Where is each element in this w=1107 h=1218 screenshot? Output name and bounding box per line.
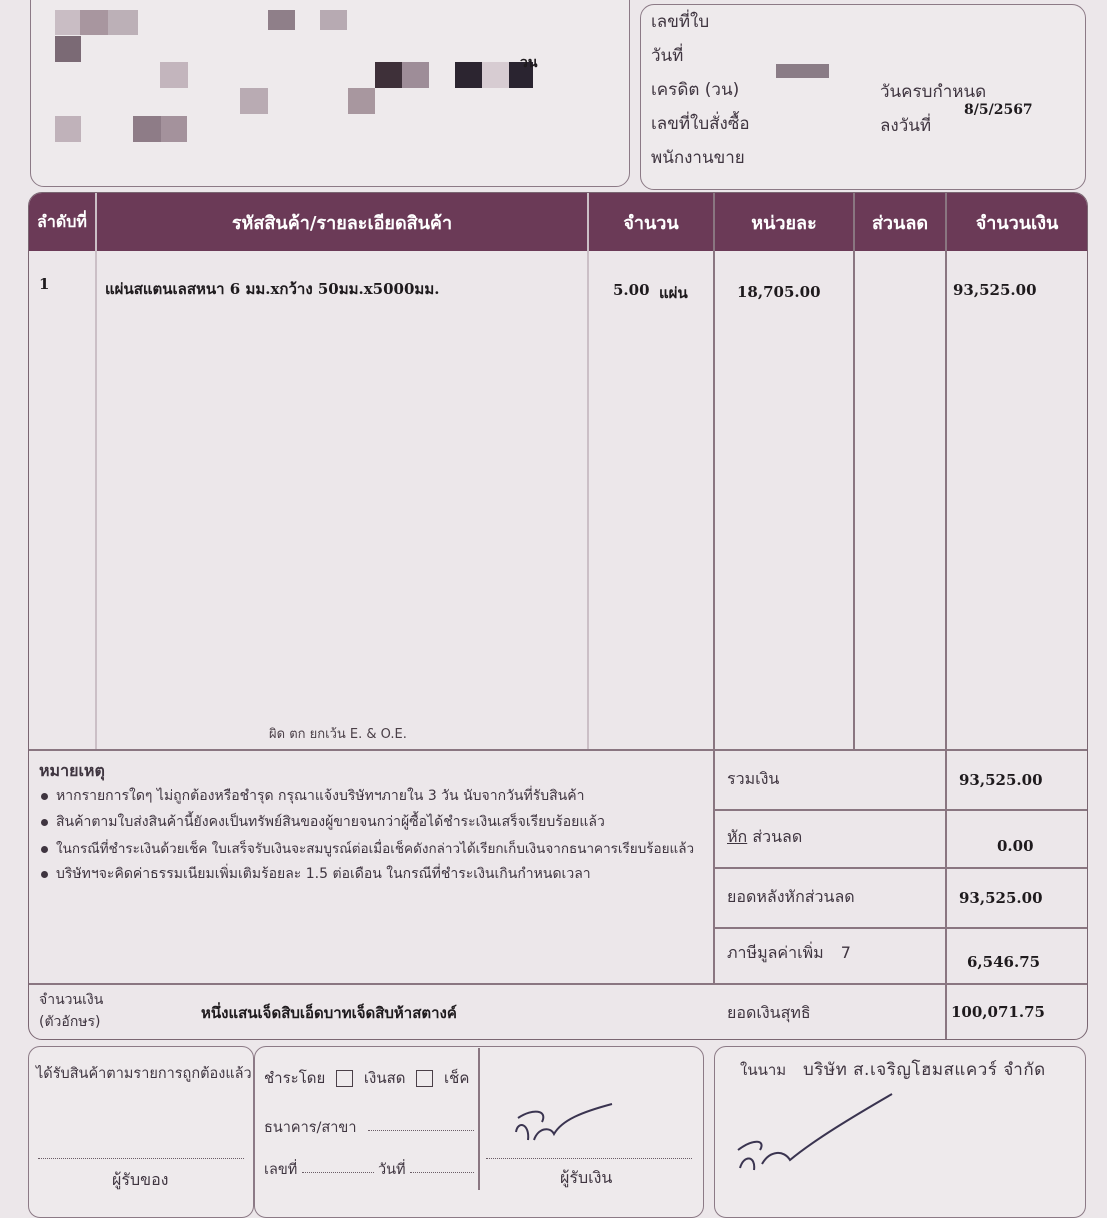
bank-branch-line [368,1130,474,1131]
amount-words-label [39,989,103,1033]
after-discount-value: 93,525.00 [959,889,1043,907]
row-unit: แผ่น [659,284,688,302]
col-divider [853,193,855,749]
vat-rate: 7 [840,943,851,962]
invoice-table [28,192,1088,1040]
notes-title: หมายเหตุ [39,761,105,780]
on-behalf-row [740,1056,1046,1083]
po-date-value: 8/5/2567 [964,102,1033,118]
vat-label [727,941,851,966]
amount-words-label-line2: (ตัวอักษร) [39,1014,101,1030]
bullet-icon [41,793,48,800]
net-total-label: ยอดเงินสุทธิ [727,1003,811,1022]
cash-label: เงินสด [363,1069,406,1087]
discount-value: 0.00 [997,837,1034,855]
bank-branch-label: ธนาคาร/สาขา [264,1120,357,1136]
col-divider [945,193,947,1039]
note-item: สินค้าตามใบส่งสินค้านี้ยังคงเป็นทรัพย์สินของผู้ขายจนกว่าผู้ซื้อได้ชำระเงินเสร็จเรียบร้อยแล้ว [41,811,605,833]
note-item: หากรายการใดๆ ไม่ถูกต้องหรือชำรุด กรุณาแจ้งบริษัทฯภายใน 3 วัน นับจากวันที่รับสินค้า [41,785,584,807]
note-item: ในกรณีที่ชำระเงินด้วยเช็ค ใบเสร็จรับเงินจะสมบูรณ์ต่อเมื่อเช็คดังกล่าวได้เรียกเก็บเงินจากธนาคารเรียบร้อยแล้ว [41,837,694,859]
amount-words-label-line1: จำนวนเงิน [39,992,104,1008]
bullet-icon [41,819,48,826]
row-divider [29,749,1087,751]
row-divider [29,983,1087,985]
col-header-amount: จำนวนเงิน [975,212,1059,234]
col-header-quantity: จำนวน [623,212,679,234]
on-behalf-label: ในนาม [740,1061,787,1079]
cheque-number-label: เลขที่ [264,1162,298,1178]
company-signature [734,1090,904,1174]
subtotal-value: 93,525.00 [959,771,1043,789]
pay-by-row [264,1066,469,1090]
col-header-no: ลำดับที่ [37,211,87,231]
col-divider [95,193,97,749]
pay-by-label: ชำระโดย [264,1069,326,1087]
redacted-credit [776,64,829,78]
doc-no-label: เลขที่ใบ [651,12,710,32]
salesperson-label: พนักงานขาย [651,148,745,168]
vat-label-text: ภาษีมูลค่าเพิ่ม [727,943,824,962]
col-divider [587,193,589,749]
note-item: บริษัทฯจะคิดค่าธรรมเนียมเพิ่มเติมร้อยละ 1.5 ต่อเดือน ในกรณีที่ชำระเงินเกินกำหนดเวลา [41,863,591,885]
row-unit-price: 18,705.00 [737,283,821,301]
collector-label: ผู้รับเงิน [560,1168,613,1187]
col-header-description: รหัสสินค้า/รายละเอียดสินค้า [231,212,453,234]
company-name: บริษัท ส.เจริญโฮมสแควร์ จำกัด [802,1060,1046,1080]
collector-signature [508,1100,628,1160]
received-confirm-label: ได้รับสินค้าตามรายการถูกต้องแล้ว [36,1066,252,1082]
due-date-label: วันครบกำหนด [880,82,987,102]
eoe-note: ผิด ตก ยกเว้น E. & O.E. [269,727,407,742]
row-divider [713,867,1087,869]
vat-value: 6,546.75 [967,953,1041,971]
po-number-label: เลขที่ใบสั่งซื้อ [651,114,750,134]
discount-label-text: ส่วนลด [752,827,803,846]
row-amount: 93,525.00 [953,281,1037,299]
bullet-icon [41,846,48,853]
subtotal-label: รวมเงิน [727,769,780,788]
cheque-date-label: วันที่ [378,1162,406,1178]
cheque-label: เช็ค [444,1069,470,1087]
col-divider [713,193,715,983]
net-total-value: 100,071.75 [951,1003,1045,1021]
credit-label: เครดิต (วน) [651,80,740,100]
col-header-discount: ส่วนลด [871,212,929,234]
discount-label [727,825,802,850]
amount-words-value: หนึ่งแสนเจ็ดสิบเอ็ดบาทเจ็ดสิบห้าสตางค์ [201,1004,457,1022]
bullet-icon [41,871,48,878]
discount-prefix: หัก [727,827,748,846]
receiver-label: ผู้รับของ [112,1170,169,1189]
receiver-signature-line [38,1158,244,1159]
row-quantity: 5.00 [613,281,650,299]
after-discount-label: ยอดหลังหักส่วนลด [727,887,855,906]
payment-divider [478,1048,480,1190]
row-no: 1 [39,275,50,293]
cash-checkbox[interactable] [336,1070,353,1087]
date-label: วันที่ [651,46,684,66]
po-date-label: ลงวันที่ [880,116,932,136]
row-description: แผ่นสแตนเลสหนา 6 มม.xกว้าง 50มม.x5000มม. [105,280,440,298]
company-name-fragment: วน [520,55,538,71]
cheque-number-line [302,1172,374,1173]
cheque-checkbox[interactable] [416,1070,433,1087]
col-header-unit-price: หน่วยละ [751,212,817,234]
table-header [29,193,1087,251]
collector-signature-line [486,1158,692,1159]
row-divider [713,809,1087,811]
cheque-date-line [410,1172,474,1173]
row-divider [713,927,1087,929]
